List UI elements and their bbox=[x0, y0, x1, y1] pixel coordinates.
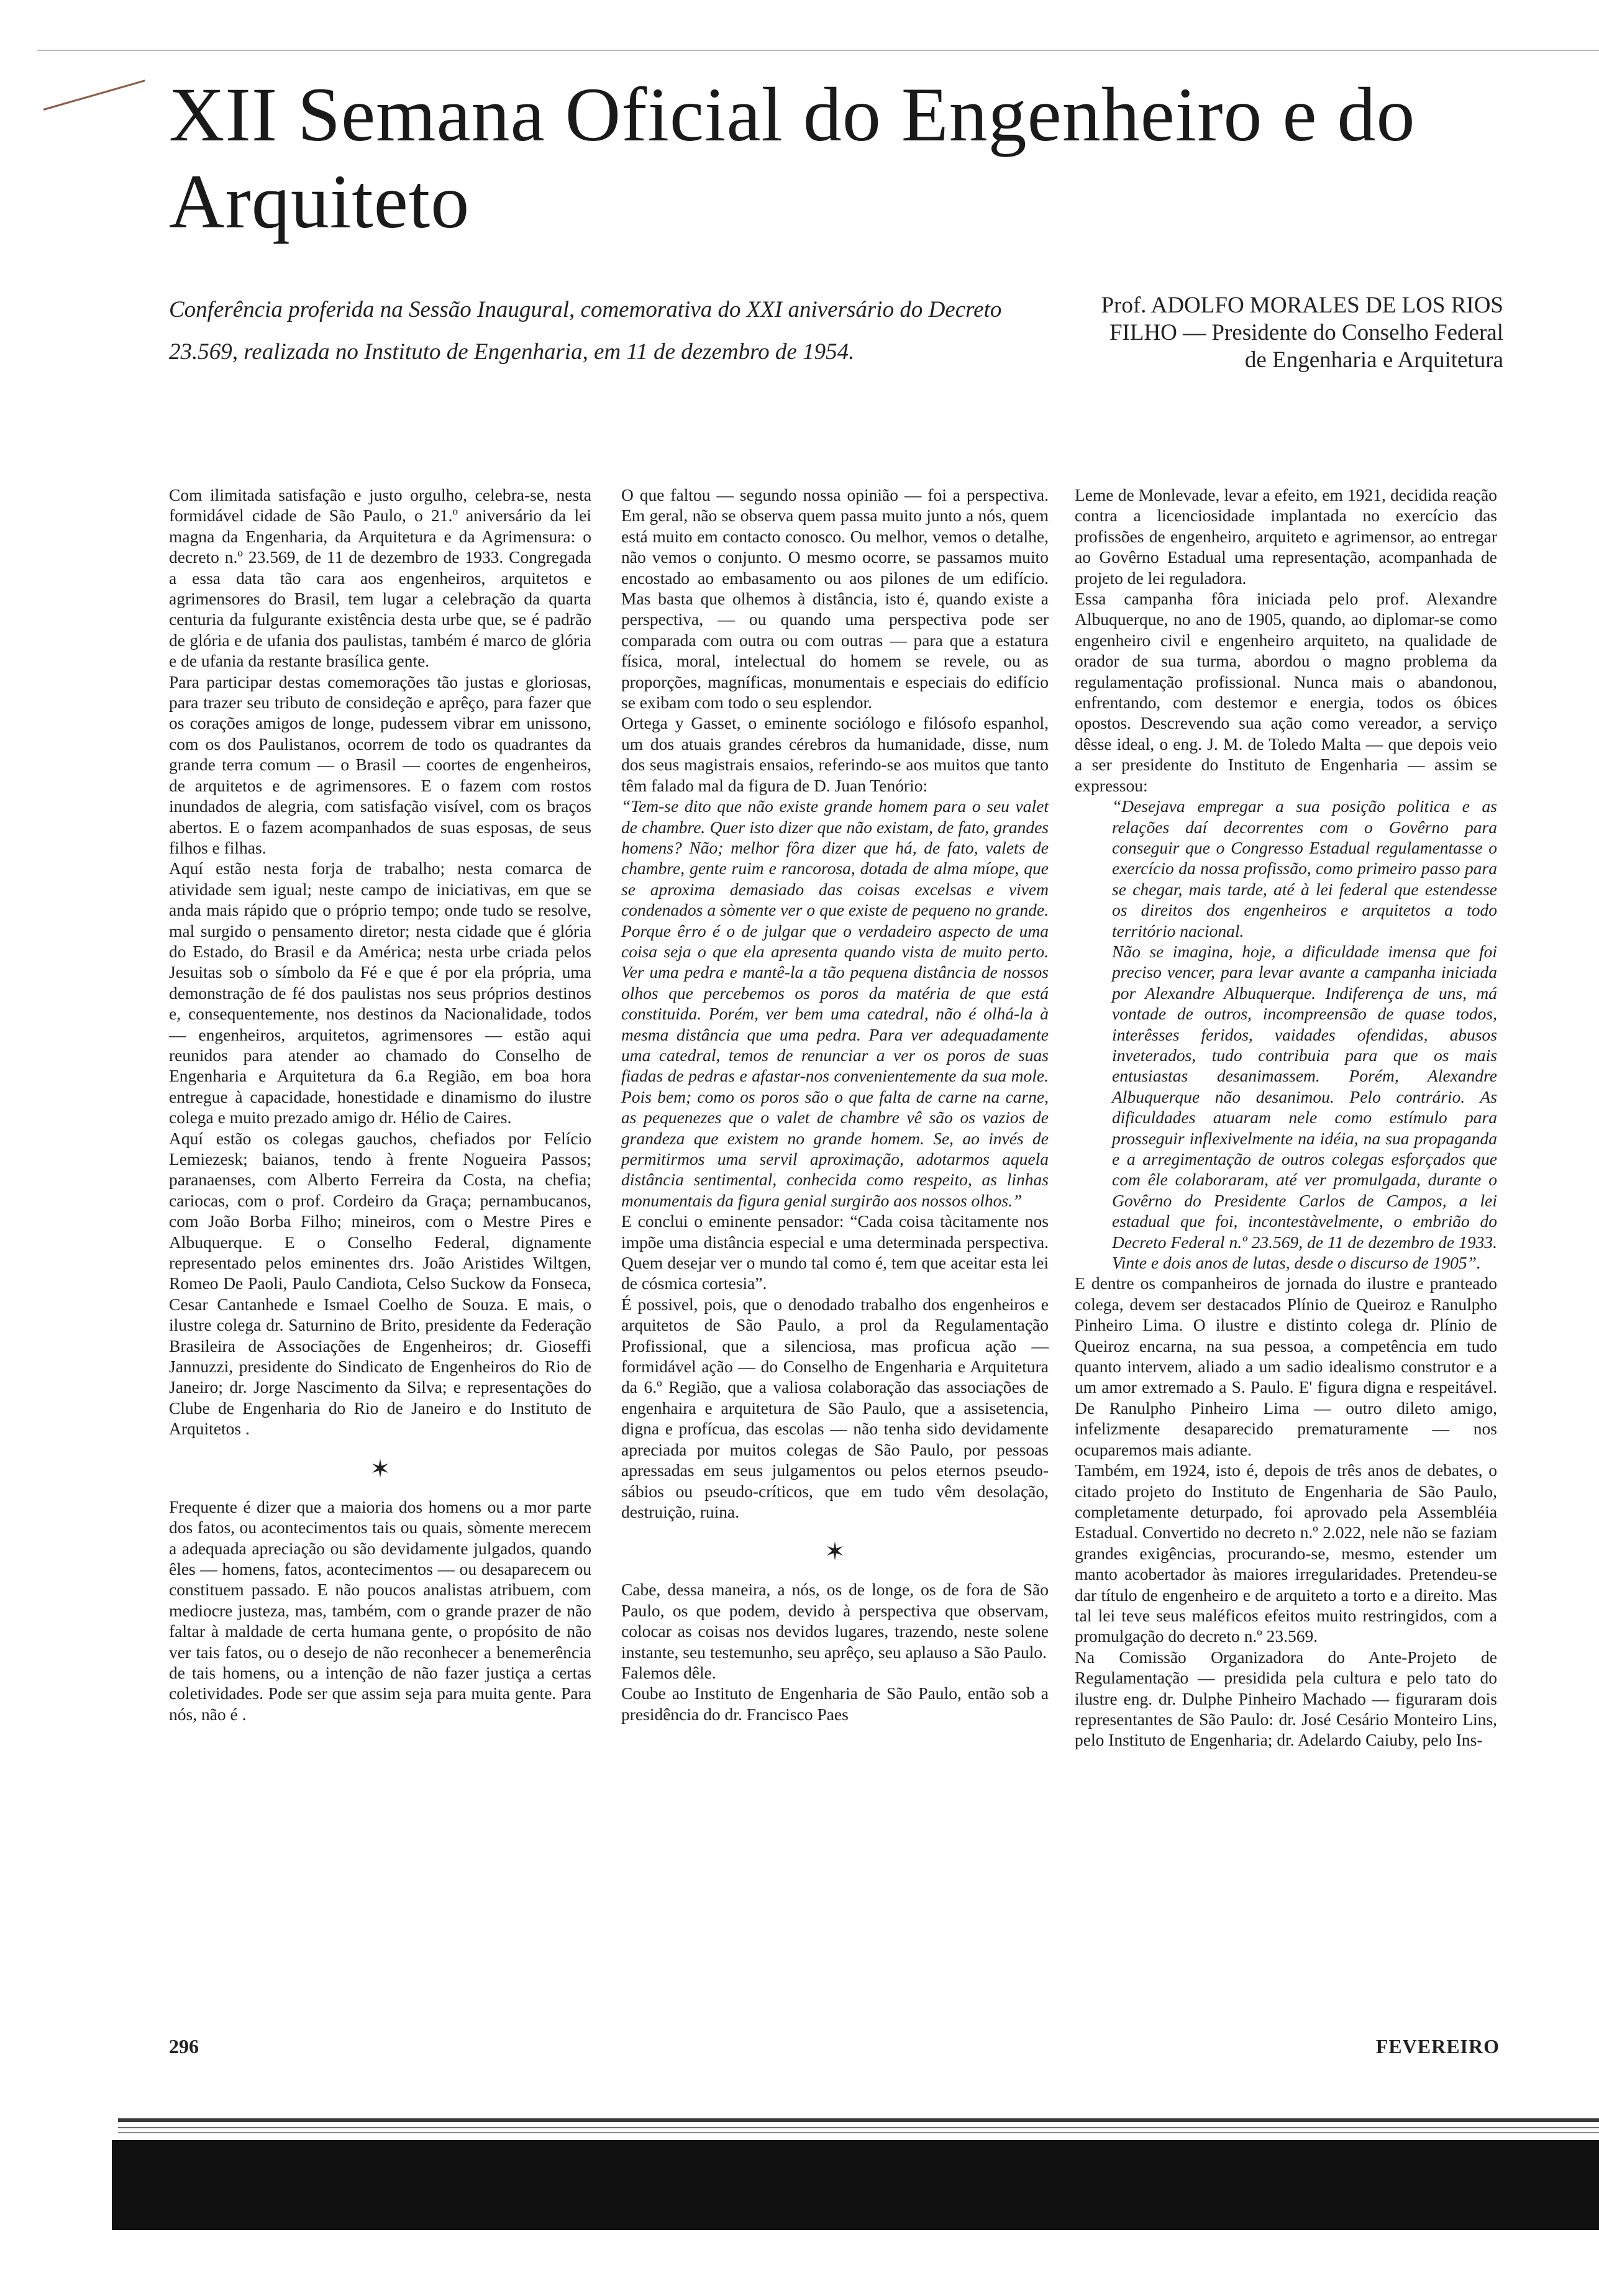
section-star-separator: ✶ bbox=[370, 1454, 391, 1483]
paragraph: Cabe, dessa maneira, a nós, os de longe, os de fora de São Paulo, os que podem, devido à perspectiva que observam, colocar as coisas nos devidos lugares, trazendo, neste solene instante, seu testemunho, seu aprêço, seu aplauso a São Paulo. bbox=[621, 1580, 1049, 1662]
paragraph: E conclui o eminente pensador: “Cada coisa tàcitamente nos impõe uma distância especial e uma determinada perspectiva. Quem desejar ver o mundo tal como é, tem que aceitar esta lei de cósmica cortesia”. bbox=[621, 1211, 1049, 1293]
text-column-3 bbox=[1075, 485, 1497, 1751]
paragraph: Falemos dêle. bbox=[621, 1662, 716, 1682]
page-number: 296 bbox=[169, 2035, 199, 2057]
author-line: de Engenharia e Arquitetura bbox=[1244, 347, 1503, 373]
paragraph: E dentre os companheiros de jornada do ilustre e pranteado colega, devem ser destacados Plínio de Queiroz e Ranulpho Pinheiro Lima. O ilustre e distinto colega dr. Plínio de Queiroz encarna, na sua pessoa, a competência em tudo quanto intervem, aliado a um sadio idealismo construtor e a um amor extremado a S. Paulo. E' figura digna e respeitável. De Ranulpho Pinheiro Lima — outro dileto amigo, infelizmente desaparecido prematuramente — nos ocuparemos mais adiante. bbox=[1075, 1273, 1497, 1459]
paragraph: É possivel, pois, que o denodado trabalho dos engenheiros e arquitetos de São Paulo, a prol da Regulamentação Profissional, que a silenciosa, mas proficua ação — formidável ação — do Conselho de Engenharia e Arquitetura da 6.º Região, que a valiosa colaboração das associações de engenhaira e arquitetura de São Paulo, que a assisetencia, digna e profícua, das escolas — não tenha sido devidamente apreciada por muitos colegas de São Paulo, por pessoas apressadas em seus julgamentos ou pelos eternos pseudo-sábios ou pseudo-críticos, que em tudo vêm desolação, destruição, ruina. bbox=[621, 1294, 1049, 1521]
bottom-rule bbox=[118, 2127, 1599, 2128]
paragraph: Com ilimitada satisfação e justo orgulho, celebra-se, nesta formidável cidade de São Paulo, o 21.º aniversário da lei magna da Engenharia, da Arquitetura e da Agrimensura: o decreto n.º 23.569, de 11 de dezembro de 1933. Congregada a essa data tão cara aos engenheiros, arquitetos e agrimensores do Brasil, tem lugar a celebração da quarta centuria da fulgurante existência desta urbe que, se é padrão de glória e de ufania dos paulistas, também é marco de glória e de ufania da restante brasílica gente. bbox=[169, 485, 591, 671]
paragraph: Ortega y Gasset, o eminente sociólogo e filósofo espanhol, um dos atuais grandes cérebros da humanidade, disse, num dos seus magistrais ensaios, referindo-se aos muitos que tanto têm falado mal da figura de D. Juan Tenório: bbox=[621, 713, 1049, 795]
quote-paragraph: Não se imagina, hoje, a dificuldade imensa que foi preciso vencer, para levar avante a campanha iniciada por Alexandre Albuquerque. Indiferença de uns, má vontade de outros, incompreensão de quase todos, interêsses feridos, vaidades ofendidas, abusos inveterados, tudo contribuia para que os mais entusiastas desanimassem. Porém, Alexandre Albuquerque não desanimou. Pelo contrário. As dificuldades atuaram nele como estímulo para prosseguir inflexivelmente na idéia, na sua propaganda e a arregimentação de outros colegas esforçados que com êle colaboraram, até ver promulgada, durante o Govêrno do Presidente Carlos de Campos, a lei estadual que foi, incontestàvelmente, o embrião do Decreto Federal n.º 23.569, de 11 de dezembro de 1933. Vinte e dois anos de lutas, desde o discurso de 1905”. bbox=[1112, 941, 1497, 1273]
bottom-rule bbox=[118, 2118, 1599, 2122]
paragraph: Aquí estão nesta forja de trabalho; nesta comarca de atividade sem igual; neste campo de iniciativas, em que se anda mais rápido que o próprio tempo; onde tudo se resolve, mal surgido o pensamento diretor; nesta cidade que é glória do Estado, do Brasil e da América; nesta urbe criada pelos Jesuitas sob o símbolo da Fé e que é por ela própria, uma demonstração de fé dos paulistas nos seus próprios destinos e, consequentemente, nos destinos da Nacionalidade, todos — engenheiros, arquitetos, agrimensores — estão aqui reunidos para atender ao chamado do Conselho de Engenharia e Arquitetura da 6.a Região, em boa hora entregue à capacidade, honestidade e dinamismo do ilustre colega e muito prezado amigo dr. Hélio de Caires. bbox=[169, 859, 591, 1128]
paragraph: Coube ao Instituto de Engenharia de São Paulo, então sob a presidência do dr. Francisco Paes bbox=[621, 1683, 1049, 1724]
text-column-1 bbox=[169, 485, 591, 1724]
paragraph: Também, em 1924, isto é, depois de três anos de debates, o citado projeto do Instituto de Engenharia de São Paulo, completamente deturpado, foi aprovado pela Assembléia Estadual. Convertido no decreto n.º 2.022, nele não se faziam grandes exigências, procurando-se, mesmo, estender um manto acobertador às maiores irregularidades. Pretendeu-se dar título de engenheiro e de arquiteto a torto e a direito. Mas tal lei teve seus maléficos efeitos muito restringidos, com a promulgação do decreto n.º 23.569. bbox=[1075, 1460, 1497, 1646]
article-subtitle: Conferência proferida na Sessão Inaugural, comemorativa do XXI aniversário do Decreto 23.569, realizada no Instituto de Engenharia, em 11 de dezembro de 1954. bbox=[169, 297, 1002, 365]
margin-pen-mark bbox=[43, 80, 145, 111]
paragraph: Essa campanha fôra iniciada pelo prof. Alexandre Albuquerque, no ano de 1905, quando, ao diplomar-se como engenheiro civil e engenheiro arquiteto, na qualidade de orador de sua turma, abordou o magno problema da regulamentação profissional. Nunca mais o abandonou, enfrentando, com destemor e energia, todos os óbices opostos. Descrevendo sua ação como vereador, a serviço dêsse ideal, o eng. J. M. de Toledo Malta — que depois veio a ser presidente do Instituto de Engenharia — assim se expressou: bbox=[1075, 589, 1497, 795]
paragraph: Aquí estão os colegas gauchos, chefiados por Felício Lemiezesk; baianos, tendo à frente Nogueira Passos; paranaenses, com Alberto Ferreira da Costa, na chefia; cariocas, com o prof. Cordeiro da Graça; pernambucanos, com João Borba Filho; mineiros, com o Mestre Pires e Albuquerque. E o Conselho Federal, dignamente representado pelos eminentes drs. João Aristides Wiltgen, Romeo De Paoli, Paulo Candiota, Celso Suckow da Fonseca, Cesar Cantanhede e Ismael Coelho de Souza. E mais, o ilustre colega dr. Saturnino de Brito, presidente da Federação Brasileira de Associações de Engenheiros; dr. Gioseffi Jannuzzi, presidente do Sindicato de Engenheiros do Rio de Janeiro; dr. Jorge Nascimento da Silva; e representações do Clube de Engenharia do Rio de Janeiro e do Instituto de Arquitetos . bbox=[169, 1128, 591, 1439]
author-block bbox=[1056, 292, 1503, 374]
top-rule bbox=[37, 50, 1599, 51]
text-column-2 bbox=[621, 485, 1049, 1724]
paragraph: Leme de Monlevade, levar a efeito, em 1921, decidida reação contra a licenciosidade implantada no exercício das profissões de engenheiro, arquiteto e agrimensor, ao entregar ao Govêrno Estadual uma representação, acompanhada de projeto de lei reguladora. bbox=[1075, 485, 1497, 588]
paragraph: Frequente é dizer que a maioria dos homens ou a mor parte dos fatos, ou acontecimentos tais ou quais, sòmente merecem a adequada apreciação ou são devidamente julgados, quando êles — homens, fatos, acontecimentos — ou desaparecem ou constituem passado. E não poucos analistas atribuem, com mediocre justeza, mas, também, com o grande prazer de não faltar à maldade de certa humana gente, o propósito de não ver tais fatos, ou o desejo de não reconhecer a benemerência de tais homens, ou a intenção de não fazer justiça a certas coletividades. Pode ser que assim seja para muita gente. Para nós, não é . bbox=[169, 1496, 591, 1724]
quote-paragraph: “Desejava empregar a sua posição politica e as relações daí decorrentes com o Govêrno para conseguir que o Congresso Estadual regulamentasse o exercício da nossa profissão, como primeiro passo para se chegar, mais tarde, até à lei federal que estendesse os direitos dos engenheiros e arquitetos a todo território nacional. bbox=[1112, 796, 1497, 941]
paragraph: Para participar destas comemorações tão justas e gloriosas, para trazer seu tributo de consideção e aprêço, para fazer que os corações amigos de longe, pudessem vibrar em unissono, com os dos Paulistanos, ocorrem de todo os quadrantes da grande terra comum — o Brasil — coortes de engenheiros, de arquitetos e de agrimensores. E o fazem com rostos inundados de alegria, com satisfação visível, com os braços abertos. E o fazem acompanhados de suas esposas, de seus filhos e filhas. bbox=[169, 672, 591, 857]
issue-month: FEVEREIRO bbox=[1375, 2035, 1500, 2057]
paragraph: O que faltou — segundo nossa opinião — foi a perspectiva. Em geral, não se observa quem passa muito junto a nós, quem está muito em contacto conosco. Ou melhor, vemos o detalhe, não vemos o conjunto. O mesmo ocorre, se passamos muito encostado ao embasamento ou aos pilones de um edifício. Mas basta que olhemos à distância, isto é, quando existe a perspectiva, — ou quando uma perspectiva pode ser comparada com outra ou com outras — para que a estatura física, moral, intelectual do homem se revele, ou as proporções, magníficas, monumentais e especiais do edifício se exibam com todo o seu esplendor. bbox=[621, 485, 1049, 713]
article-title: XII Semana Oficial do Engenheiro e do Arquiteto bbox=[169, 72, 1416, 244]
section-star-separator: ✶ bbox=[824, 1538, 845, 1566]
scan-edge-band bbox=[112, 2140, 1599, 2230]
quote-paragraph: “Tem-se dito que não existe grande homem para o seu valet de chambre. Quer isto dizer que não existam, de fato, grandes homens? Não; melhor fôra dizer que há, de fato, valets de chambre, gente ruim e rancorosa, dotada de alma míope, que se aproxima demasiado das coisas excelsas e vivem condenados a sòmente ver o que existe de pequeno no grande. Porque êrro é o de julgar que o verdadeiro aspecto de uma coisa seja o que ela apresenta quando vista de muito perto. Ver uma pedra e mantê-la a tão pequena distância de nossos olhos que percebemos os poros da matéria de que está constituida. Porém, ver bem uma catedral, não é olhá-la à mesma distância que uma pedra. Para ver adequadamente uma catedral, temos de renunciar a ver os poros de suas fiadas de pedras e afastar-nos convenientemente da sua mole. Pois bem; como os poros são o que falta de carne na carne, as pequenezes que o valet de chambre vê são os vazios de grandeza que existem no grande homem. Se, ao invés de permitirmos uma servil aproximação, adotarmos aquela distância sentimental, conhecida como respeito, as linhas monumentais da figura genial surgirão aos nossos olhos.” bbox=[621, 796, 1049, 1210]
author-line: Prof. ADOLFO MORALES DE LOS RIOS bbox=[1101, 293, 1503, 318]
author-line: FILHO — Presidente do Conselho Federal bbox=[1109, 320, 1503, 345]
paragraph: Na Comissão Organizadora do Ante-Projeto de Regulamentação — presidida pela cultura e pelo tato do ilustre eng. dr. Dulphe Pinheiro Machado — figuraram dois representantes de São Paulo: dr. José Cesário Monteiro Lins, pelo Instituto de Engenharia; dr. Adelardo Caiuby, pelo Ins- bbox=[1075, 1647, 1497, 1750]
bottom-rule bbox=[118, 2132, 1599, 2133]
